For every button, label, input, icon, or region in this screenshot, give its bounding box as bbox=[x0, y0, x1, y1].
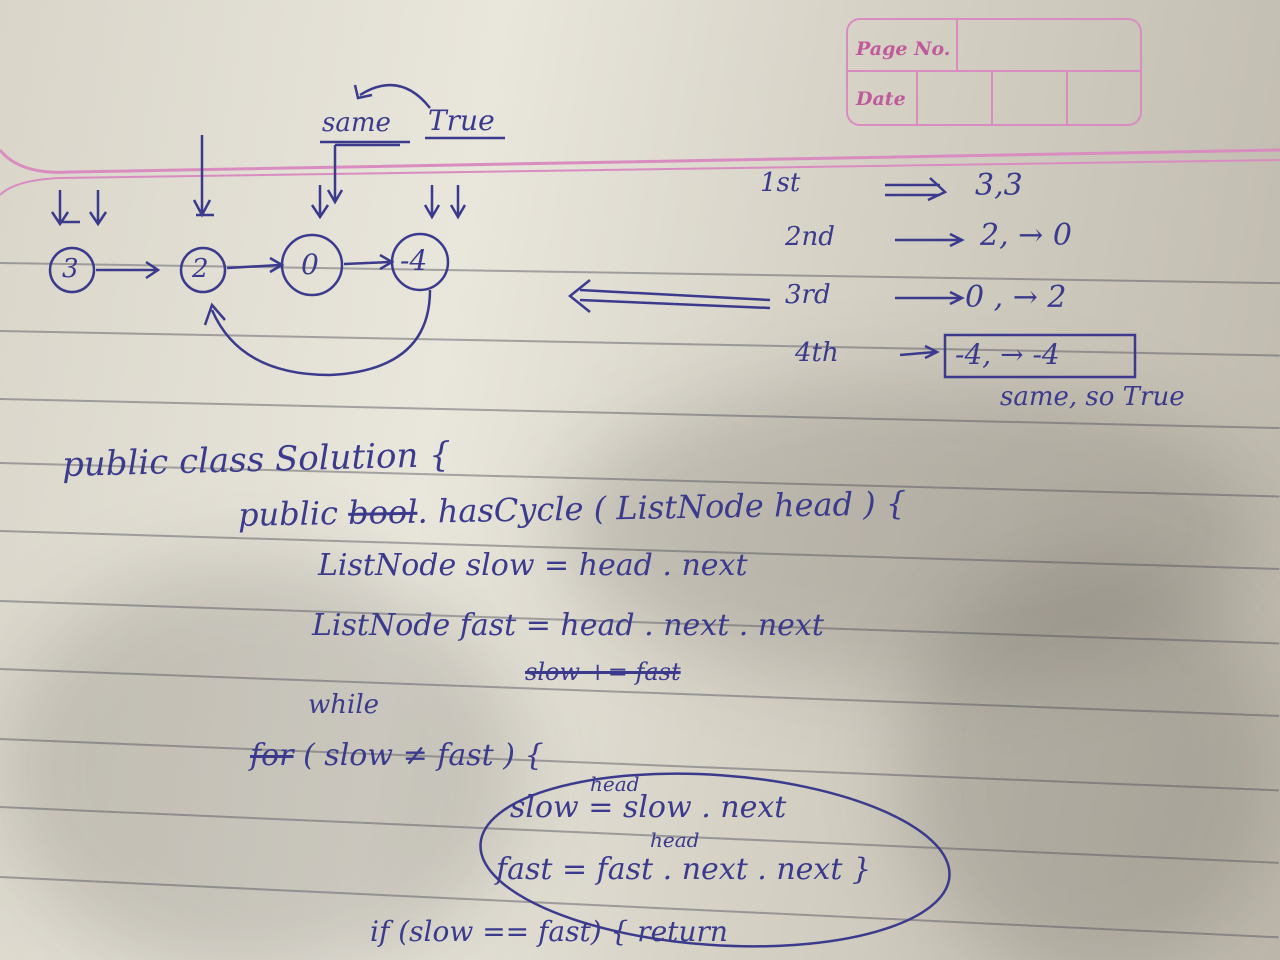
struck-token: for bbox=[250, 738, 294, 773]
code-line: if (slow == fast) { return bbox=[370, 915, 728, 948]
iteration-arrow bbox=[885, 178, 945, 200]
annotation-true: True bbox=[428, 104, 495, 137]
iteration-values: -4, → -4 bbox=[955, 338, 1060, 371]
pointer-arrow bbox=[52, 190, 80, 224]
iteration-values: 3,3 bbox=[975, 168, 1023, 203]
node-label: 3 bbox=[62, 254, 79, 284]
code-line: ListNode fast = head . next . next bbox=[312, 608, 824, 643]
curve-arrow bbox=[355, 85, 430, 108]
code-line: public class Solution { bbox=[61, 434, 452, 486]
arrow-right bbox=[344, 255, 392, 269]
conclusion-text: same, so True bbox=[1000, 382, 1185, 412]
arrow-right bbox=[96, 262, 158, 278]
node-label: -4 bbox=[400, 244, 428, 277]
code-line: while bbox=[308, 690, 380, 720]
iteration-arrow bbox=[895, 292, 962, 304]
iteration-arrow bbox=[895, 234, 962, 246]
iteration-arrow bbox=[900, 346, 937, 358]
iteration-values: 0 , → 2 bbox=[965, 280, 1067, 315]
iteration-values: 2, → 0 bbox=[980, 218, 1072, 253]
arrow-right bbox=[227, 258, 282, 272]
node-label: 0 bbox=[301, 248, 319, 281]
double-arrow bbox=[570, 280, 770, 312]
underline bbox=[320, 138, 505, 142]
code-line: slow = slow . next bbox=[510, 790, 787, 825]
pointer-arrow bbox=[312, 185, 328, 217]
iteration-ordinal: 4th bbox=[795, 338, 839, 368]
struck-code-line: slow += fast bbox=[525, 658, 681, 686]
annotation-same: same bbox=[322, 108, 391, 138]
code-line bbox=[250, 738, 544, 773]
code-annotation: head bbox=[650, 828, 700, 852]
node-label: 2 bbox=[192, 254, 209, 284]
code-annotation: head bbox=[590, 772, 640, 796]
iteration-ordinal: 2nd bbox=[785, 222, 835, 252]
iteration-ordinal: 1st bbox=[760, 168, 801, 198]
page-no-label: Page No. bbox=[856, 38, 951, 60]
cycle-arrow bbox=[205, 290, 430, 375]
code-token: . hasCycle ( ListNode head ) { bbox=[417, 484, 907, 531]
code-line: ListNode slow = head . next bbox=[318, 548, 748, 583]
margin-line bbox=[0, 160, 1280, 195]
struck-token: bool bbox=[347, 492, 418, 532]
pointer-arrow bbox=[451, 185, 465, 217]
pointer-arrow bbox=[425, 185, 439, 217]
code-token: public bbox=[237, 494, 339, 534]
code-token: ( slow ≠ fast ) { bbox=[303, 738, 544, 773]
date-label: Date bbox=[856, 88, 906, 110]
iteration-ordinal: 3rd bbox=[785, 280, 831, 310]
code-line: fast = fast . next . next } bbox=[496, 852, 872, 887]
pointer-arrow bbox=[90, 190, 106, 224]
